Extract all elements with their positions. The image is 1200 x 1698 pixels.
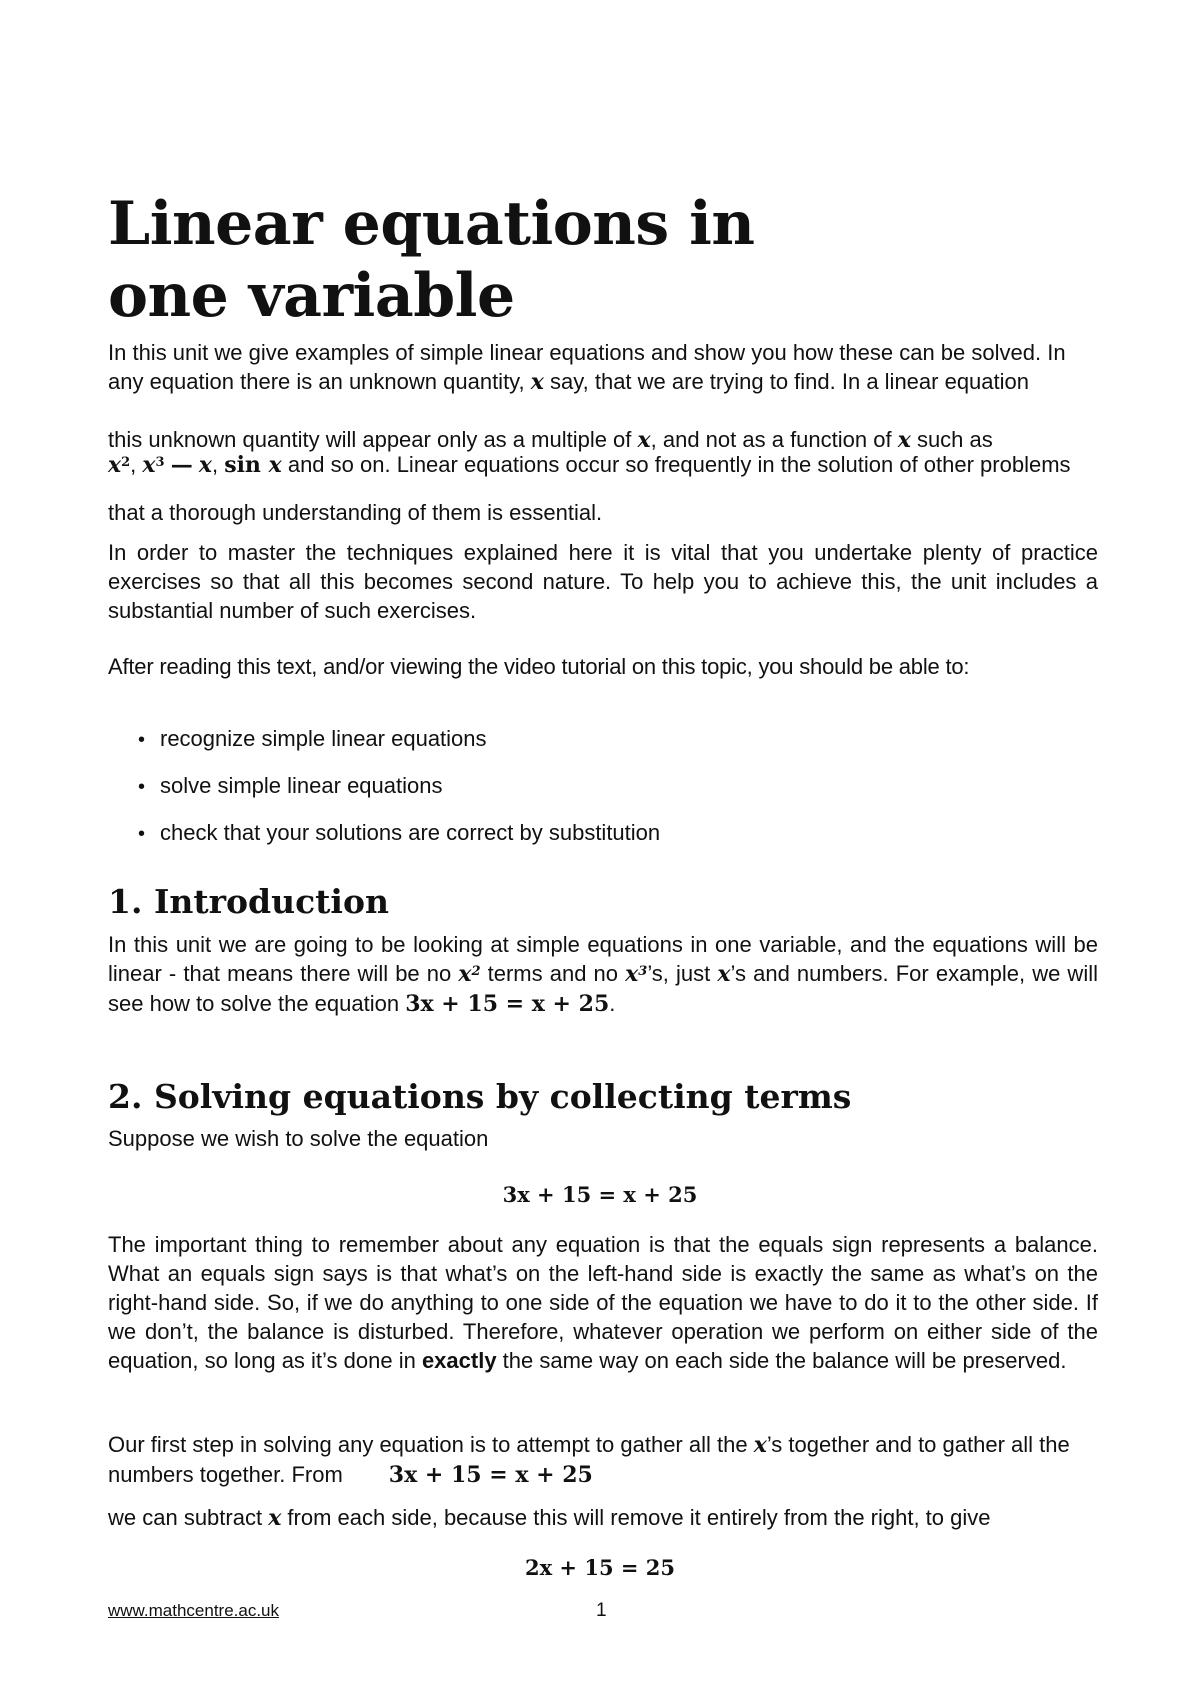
display-equation-1: 3x + 15 = x + 25 [502,1182,698,1207]
section-1-paragraph [108,930,1098,1019]
objectives-list [138,724,660,865]
section-2-paragraph-3 [108,1430,1098,1490]
section-text: Our first step in solving any equation is to attempt to gather all the [108,1432,754,1457]
math-sin: sin [224,452,269,478]
intro-text: this unknown quantity will appear only as a multiple of [108,427,638,452]
section-1-heading: 1. Introduction [108,882,389,921]
section-2-paragraph-2 [108,1230,1098,1375]
list-item [138,771,660,818]
intro-text: say, that we are trying to find. In a linear equation [543,369,1030,394]
list-item [138,818,660,865]
exponent: 3 [638,964,648,979]
title-line-1: Linear equations in [108,189,755,259]
separator: , [130,452,143,477]
math-x: x [753,1432,767,1458]
section-text: from each side, because this will remove it entirely from the right, to give [281,1505,991,1530]
title-line-2: one variable [108,261,515,331]
math-x-cubed [625,961,647,987]
list-item-text: check that your solutions are correct by substitution [160,820,661,845]
section-2-heading: 2. Solving equations by collecting terms [108,1077,852,1116]
intro-paragraph-1-math [108,454,1098,476]
bullet-icon: • [138,776,146,798]
separator: , [211,452,225,477]
page-title [108,188,1008,332]
section-text: In this unit we are going to be looking at simple equations in one variable, and the equations will be linear - that means there will be no [108,932,1098,986]
math-x: x [637,427,651,453]
page-number: 1 [596,1600,607,1621]
intro-paragraph-1-cont [108,425,1098,455]
section-text: ’s, just [647,961,718,986]
math-x: x [268,1505,282,1531]
section-2-paragraph-4 [108,1503,1098,1533]
bullet-icon: • [138,823,146,845]
math-x-squared: x [108,452,122,478]
bullet-icon: • [138,729,146,751]
list-item [138,724,660,771]
list-item-text: solve simple linear equations [160,773,443,798]
inline-equation: 3x + 15 = x + 25 [405,991,610,1017]
section-text: we can subtract [108,1505,269,1530]
list-item-text: recognize simple linear equations [160,726,487,751]
math-x: x [198,452,212,478]
math-x: x [530,369,544,395]
section-text: ’s together and to gather all the numbers together. From [108,1432,1070,1487]
exponent: 3 [155,455,165,470]
math-x-squared [458,961,480,987]
math-x: x [625,961,639,987]
footer-website-link[interactable]: www.mathcentre.ac.uk [108,1601,280,1620]
math-x-cubed: x [142,452,156,478]
intro-text: such as [910,427,993,452]
intro-text: and so on. Linear equations occur so frequently in the solution of other problems [281,452,1071,477]
exponent: 2 [471,964,481,979]
intro-paragraph-2: In order to master the techniques explained here it is vital that you undertake plenty of practice exercises so that all this becomes second nature. To help you to achieve this, the unit includes a substantial number of such exercises. [108,540,1098,623]
section-text: . [609,991,616,1016]
section-text: ’s and numbers. For example, we will see how to solve the equation [108,961,1098,1016]
intro-paragraph-3: After reading this text, and/or viewing the video tutorial on this topic, you should be able to: [108,654,970,679]
intro-paragraph-1-end: that a thorough understanding of them is essential. [108,500,603,525]
intro-text: In this unit we give examples of simple linear equations and show you how these can be solved. In any equation there is an unknown quantity, [108,340,1066,394]
math-x: x [717,961,731,987]
intro-text: , and not as a function of [650,427,898,452]
math-x: x [897,427,911,453]
intro-paragraph-1 [108,338,1098,397]
math-x: x [458,961,472,987]
section-2-paragraph-1: Suppose we wish to solve the equation [108,1126,489,1151]
section-text: the same way on each side the balance will be preserved. [496,1348,1067,1373]
sqrt-symbol: — [170,452,193,478]
section-text: terms and no [480,961,626,986]
display-equation-2: 2x + 15 = 25 [524,1555,675,1580]
math-x: x [268,452,282,478]
emphasis-text: exactly [421,1348,497,1373]
section-text: The important thing to remember about any equation is that the equals sign represents a balance. What an equals sign says is that what’s on the left-hand side is exactly the same as what’s on the right-hand side. So, if we do anything to one side of the equation we have to do it to the other side. If we don’t, the balance is disturbed. Therefore, whatever operation we perform on either side of the equation, so long as it’s done in [108,1232,1098,1373]
inline-equation: 3x + 15 = x + 25 [388,1462,593,1488]
exponent: 2 [121,455,131,470]
